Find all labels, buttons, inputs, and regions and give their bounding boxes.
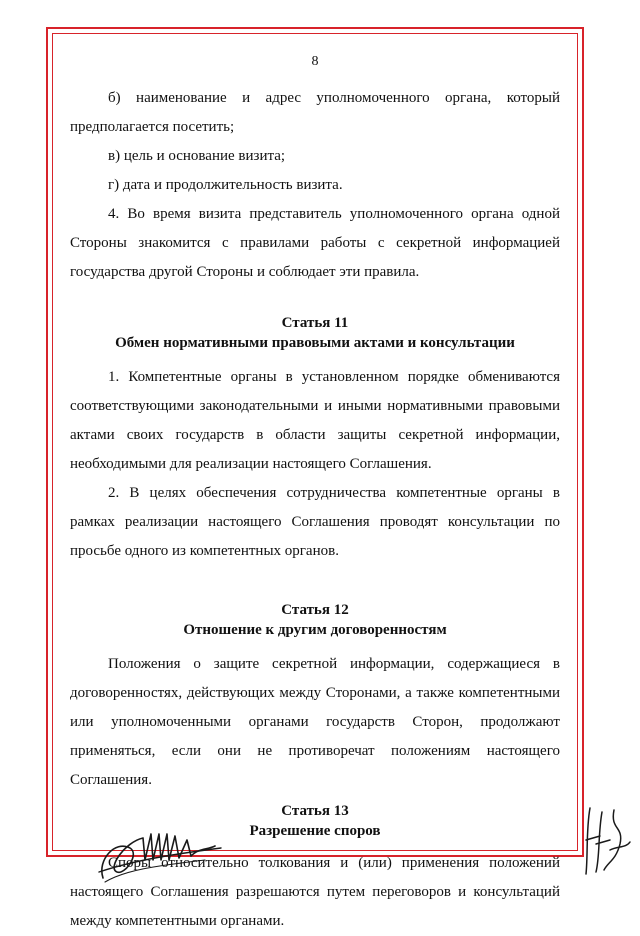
article-12-title: Отношение к другим договоренностям xyxy=(183,622,447,638)
page-number: 8 xyxy=(311,54,319,69)
article-13-number: Статья 13 xyxy=(281,803,349,819)
paragraph-g: г) дата и продолжительность визита. xyxy=(108,177,343,193)
article-11-paragraph-1: 1. Компетентные органы в установленном порядке обмениваются соответствующими законодательными и иными нормативными правовыми актами своих государств в области защиты секретной информации, необходимыми для реализации настоящего Соглашения. xyxy=(70,369,560,472)
paragraph-4: 4. Во время визита представитель уполномоченного органа одной Стороны знакомится с правилами работы с секретной информацией государства другой Стороны и соблюдает эти правила. xyxy=(70,206,560,280)
paragraph-b: б) наименование и адрес уполномоченного органа, который предполагается посетить; xyxy=(70,90,560,135)
document-body xyxy=(70,50,560,936)
article-12-number: Статья 12 xyxy=(281,602,349,618)
article-11-number: Статья 11 xyxy=(281,315,349,331)
article-13-paragraph-1: Споры относительно толкования и (или) применения положений настоящего Соглашения разрешаются путем переговоров и консультаций между компетентными органами. xyxy=(70,855,560,929)
article-11-paragraph-2: 2. В целях обеспечения сотрудничества компетентные органы в рамках реализации настоящего Соглашения проводят консультации по просьбе одного из компетентных органов. xyxy=(70,485,560,559)
paragraph-v: в) цель и основание визита; xyxy=(108,148,286,164)
signature-left xyxy=(95,820,225,890)
article-12-paragraph-1: Положения о защите секретной информации, содержащиеся в договоренностях, действующих между Сторонами, а также компетентными или уполномоченными органами государств Сторон, продолжают применяться, если они не противоречат положениям настоящего Соглашения. xyxy=(70,656,560,788)
article-13-title: Разрешение споров xyxy=(249,823,381,839)
article-11-title: Обмен нормативными правовыми актами и консультации xyxy=(115,335,515,351)
article-12-heading xyxy=(70,600,560,640)
article-11-heading xyxy=(70,313,560,353)
signature-right xyxy=(580,800,636,880)
